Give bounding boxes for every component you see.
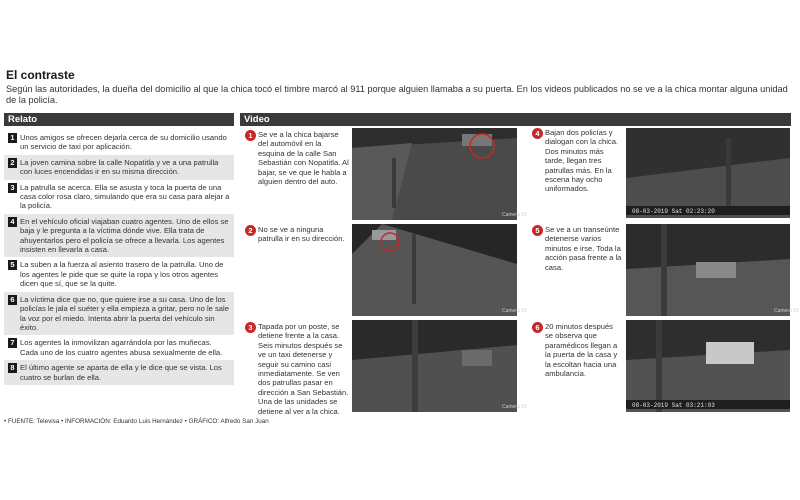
camera-label: Camera 01	[502, 308, 527, 314]
step-text: La víctima dice que no, que quiere irse a su casa. Uno de los policías le jala el suéter y ella empieza a gritar, pero no le sale la voz por el miedo. Intenta abrir la puerta del vehículo sin éxito.	[20, 294, 229, 332]
step-number: 1	[8, 133, 17, 143]
step-text: El último agente se aparta de ella y le dice que se vista. Los cuatro se burlan de ella.	[20, 363, 222, 382]
cctv-frame	[352, 224, 527, 316]
page-title: El contraste	[6, 68, 75, 82]
street-scene-image	[626, 128, 790, 218]
camera-label: Camera 01	[502, 212, 527, 218]
video-text: 20 minutos después se observa que paramédicos llegan a la puerta de la casa y la escoltan hacia una ambulancia.	[545, 322, 618, 379]
cctv-frame	[352, 128, 527, 220]
step-number: 5	[8, 260, 17, 270]
video-text: Bajan dos policías y dialogan con la chica. Dos minutos más tarde, llegan tres patrullas más. En la escena hay ocho uniformados.	[545, 128, 619, 194]
step-number: 2	[8, 158, 17, 168]
relato-steps	[4, 130, 234, 385]
relato-step	[4, 360, 234, 385]
relato-step	[4, 180, 234, 214]
relato-step	[4, 292, 234, 336]
step-text: Unos amigos se ofrecen dejarla cerca de su domicilio usando un servicio de taxi por aplicación.	[20, 133, 227, 152]
street-scene-image	[626, 224, 799, 316]
street-scene-image	[352, 224, 527, 316]
step-text: La joven camina sobre la calle Nopatitla y ve a una patrulla con luces encendidas ir en su misma dirección.	[20, 157, 219, 177]
relato-step	[4, 257, 234, 291]
relato-step	[4, 335, 234, 360]
relato-header: Relato	[4, 113, 234, 126]
step-number: 7	[8, 338, 17, 348]
step-number: 4	[8, 217, 17, 227]
video-header: Video	[240, 113, 791, 126]
video-text: Se ve a la chica bajarse del automóvil en la esquina de la calle San Sebastián con Nopatitla. Al bajar, se ve que le habla a alguien dentro del auto.	[258, 130, 349, 187]
step-text: En el vehículo oficial viajaban cuatro agentes. Uno de ellos se baja y le pregunta a la víctima dónde vive. Ella trata de ahuyentarlos pero el policía se ofrece a llevarla. Los agentes insisten en llevarla a casa.	[20, 216, 229, 255]
step-text: La suben a la fuerza al asiento trasero de la patrulla. Uno de los agentes le pide que se quite la ropa y los otros agentes dicen que sí, que se la quite.	[20, 260, 224, 289]
cctv-frame	[626, 320, 790, 412]
step-text: Los agentes la inmovilizan agarrándola por las muñecas. Cada uno de los cuatro agentes abusa sexualmente de ella.	[20, 338, 223, 357]
relato-step	[4, 155, 234, 180]
video-number: 3	[245, 322, 256, 333]
cctv-frame	[626, 224, 799, 316]
cctv-frame	[626, 128, 790, 218]
step-number: 3	[8, 183, 17, 193]
street-scene-image	[626, 320, 790, 412]
intro-paragraph: Según las autoridades, la dueña del domicilio al que la chica tocó el timbre marcó al 911 porque alguien llamaba a su puerta. En los videos publicados no se ve a la chica montar alguna unidad de la policía.	[6, 84, 788, 105]
video-text: Se ve a un transeúnte detenerse varios minutos e irse. Toda la acción pasa frente a la casa.	[545, 225, 622, 272]
relato-step	[4, 214, 234, 258]
video-number: 4	[532, 128, 543, 139]
camera-label: Camera 01	[774, 308, 799, 314]
timestamp-overlay: 08-03-2019 Sat 02:23:20	[632, 208, 715, 215]
video-number: 1	[245, 130, 256, 141]
video-number: 5	[532, 225, 543, 236]
video-text: No se ve a ninguna patrulla ir en su dirección.	[258, 225, 345, 244]
step-number: 8	[8, 363, 17, 373]
credits-footer: • FUENTE: Televisa • INFORMACIÓN: Eduardo Luis Hernández • GRÁFICO: Alfredo San Juan	[4, 418, 269, 425]
video-text: Tapada por un poste, se detiene frente a la casa. Seis minutos después se ve un taxi detenerse y seguir su camino casi inmediatamente. Se ven dos patrullas pasar en dirección a San Sebastián. Una de las unidades se detiene al ver a la chica.	[258, 322, 349, 416]
relato-step	[4, 130, 234, 155]
timestamp-overlay: 08-03-2019 Sat 03:21:03	[632, 402, 715, 409]
cctv-frame	[352, 320, 527, 412]
step-text: La patrulla se acerca. Ella se asusta y toca la puerta de una casa color rosa claro, simulando que era su casa para alejar a la policía.	[20, 182, 230, 211]
step-number: 6	[8, 295, 17, 305]
camera-label: Camera 01	[502, 404, 527, 410]
video-number: 6	[532, 322, 543, 333]
street-scene-image	[352, 128, 527, 220]
street-scene-image	[352, 320, 527, 412]
video-number: 2	[245, 225, 256, 236]
